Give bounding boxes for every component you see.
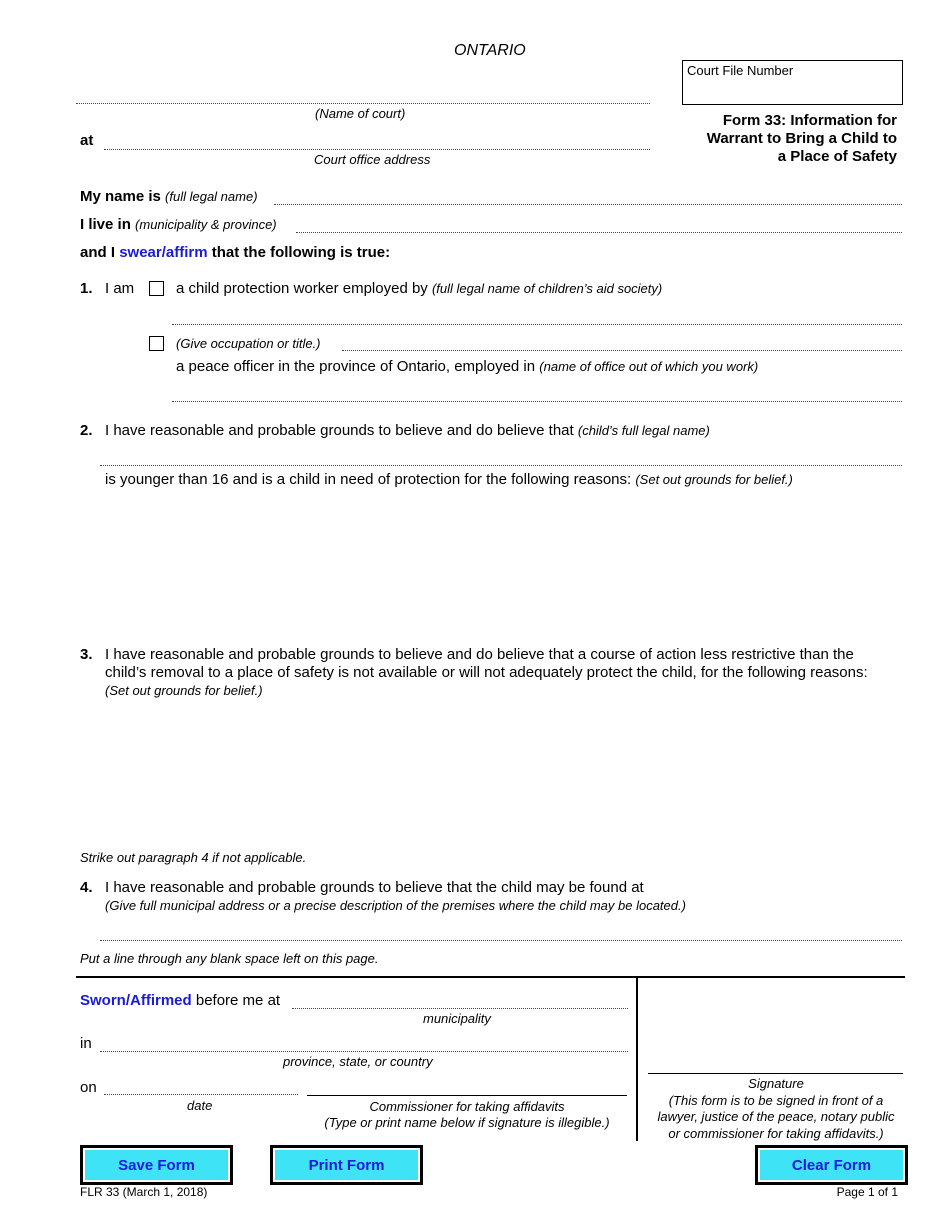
para1-option1 xyxy=(176,280,662,297)
para2-statement: I have reasonable and probable grounds to believe and do believe that xyxy=(105,422,574,439)
blank-space-note: Put a line through any blank space left on this page. xyxy=(80,951,379,966)
court-address-field[interactable] xyxy=(104,149,650,150)
swear-statement xyxy=(80,244,390,261)
swear-slash: / xyxy=(161,244,166,261)
child-name-field[interactable] xyxy=(100,465,902,466)
name-hint: (full legal name) xyxy=(165,189,258,204)
live-row xyxy=(80,216,277,233)
para2-hint: (child’s full legal name) xyxy=(577,423,710,438)
swear-option[interactable]: swear xyxy=(119,244,162,261)
sworn-option[interactable]: Sworn xyxy=(80,992,126,1009)
deponent-signature-line xyxy=(648,1073,903,1074)
commissioner-signature-line xyxy=(307,1095,627,1096)
para2-grounds-field[interactable] xyxy=(104,494,902,634)
form-title xyxy=(707,112,897,166)
save-form-button[interactable]: Save Form xyxy=(80,1145,233,1185)
para3-line1: I have reasonable and probable grounds to believe and do believe that a course of action less restrictive than the xyxy=(105,646,854,663)
municipality-caption: municipality xyxy=(423,1011,491,1026)
para1-option2 xyxy=(176,358,758,375)
on-label: on xyxy=(80,1079,97,1096)
at-label: at xyxy=(80,132,94,149)
signature-note-line2: lawyer, justice of the peace, notary public xyxy=(657,1109,895,1124)
para3-line2: child’s removal to a place of safety is not available or will not adequately protect the child, for the following reasons: xyxy=(105,664,868,681)
form-id: FLR 33 (March 1, 2018) xyxy=(80,1185,208,1199)
section-divider xyxy=(76,976,905,978)
para4-number: 4. xyxy=(80,879,93,896)
para3-grounds-field[interactable] xyxy=(104,702,902,842)
commissioner-captions xyxy=(307,1099,627,1131)
para3-number: 3. xyxy=(80,646,93,663)
para2-text xyxy=(105,422,710,439)
signature-note-line3: or commissioner for taking affidavits.) xyxy=(668,1125,884,1141)
para2-reasons xyxy=(105,471,793,488)
para1-intro: I am xyxy=(105,280,135,297)
court-address-caption: Court office address xyxy=(314,152,431,167)
court-name-caption: (Name of court) xyxy=(315,106,406,121)
para3-text xyxy=(105,646,868,700)
sworn-province-field[interactable] xyxy=(100,1051,628,1052)
sworn-slash: / xyxy=(125,992,131,1009)
para2-hint2: (Set out grounds for belief.) xyxy=(635,472,793,487)
option1-text: a child protection worker employed by xyxy=(176,280,428,297)
option2-occupation-hint: (Give occupation or title.) xyxy=(176,336,321,351)
form-title-line3: a Place of Safety xyxy=(777,148,897,165)
name-label: My name is xyxy=(80,188,161,205)
sworn-date-field[interactable] xyxy=(104,1094,298,1095)
jurisdiction: ONTARIO xyxy=(454,42,526,59)
para4-text: I have reasonable and probable grounds to believe that the child may be found at xyxy=(105,879,644,896)
para3-hint: (Set out grounds for belief.) xyxy=(105,683,263,698)
para4-hint: (Give full municipal address or a precise description of the premises where the child may be located.) xyxy=(105,898,686,913)
option2-office-hint: (name of office out of which you work) xyxy=(539,359,759,374)
peace-officer-checkbox[interactable] xyxy=(149,336,164,351)
sworn-statement xyxy=(80,992,280,1009)
in-label: in xyxy=(80,1035,92,1052)
option2-text: a peace officer in the province of Ontario, employed in xyxy=(176,358,536,375)
live-label: I live in xyxy=(80,216,131,233)
office-name-field[interactable] xyxy=(172,401,902,402)
page-number: Page 1 of 1 xyxy=(836,1185,898,1199)
swear-suffix: that the following is true: xyxy=(211,244,391,261)
para1-number: 1. xyxy=(80,280,93,297)
occupation-field[interactable] xyxy=(342,350,902,351)
municipality-field[interactable] xyxy=(296,232,902,233)
sworn-municipality-field[interactable] xyxy=(292,1008,628,1009)
province-caption: province, state, or country xyxy=(283,1054,433,1069)
swear-prefix: and I xyxy=(80,244,116,261)
live-hint: (municipality & province) xyxy=(135,217,277,232)
child-location-field[interactable] xyxy=(100,940,902,941)
signature-captions xyxy=(645,1076,907,1142)
clear-form-button[interactable]: Clear Form xyxy=(755,1145,908,1185)
print-form-button[interactable]: Print Form xyxy=(270,1145,423,1185)
commissioner-caption: Commissioner for taking affidavits xyxy=(369,1099,565,1114)
para2-statement2: is younger than 16 and is a child in need of protection for the following reasons: xyxy=(105,471,632,488)
court-name-field[interactable] xyxy=(76,103,650,104)
court-file-number-box[interactable] xyxy=(682,60,903,105)
option1-hint: (full legal name of children’s aid society) xyxy=(431,281,663,296)
strike-out-note: Strike out paragraph 4 if not applicable. xyxy=(80,850,307,865)
para2-number: 2. xyxy=(80,422,93,439)
childrens-aid-society-field[interactable] xyxy=(172,324,902,325)
signature-divider xyxy=(636,976,638,1141)
commissioner-hint: (Type or print name below if signature is illegible.) xyxy=(324,1115,610,1130)
signature-note-line1: (This form is to be signed in front of a xyxy=(668,1092,884,1108)
court-file-number-label: Court File Number xyxy=(687,63,794,78)
form-title-line2: Warrant to Bring a Child to xyxy=(706,130,897,147)
before-me-text: before me at xyxy=(195,992,281,1009)
name-row xyxy=(80,188,258,205)
full-name-field[interactable] xyxy=(274,204,902,205)
signature-caption: Signature xyxy=(748,1076,804,1091)
affirmed-option[interactable]: Affirmed xyxy=(130,992,192,1009)
child-protection-worker-checkbox[interactable] xyxy=(149,281,164,296)
form-title-line1: Form 33: Information for xyxy=(722,112,897,129)
date-caption: date xyxy=(187,1098,213,1113)
affirm-option[interactable]: affirm xyxy=(165,244,208,261)
